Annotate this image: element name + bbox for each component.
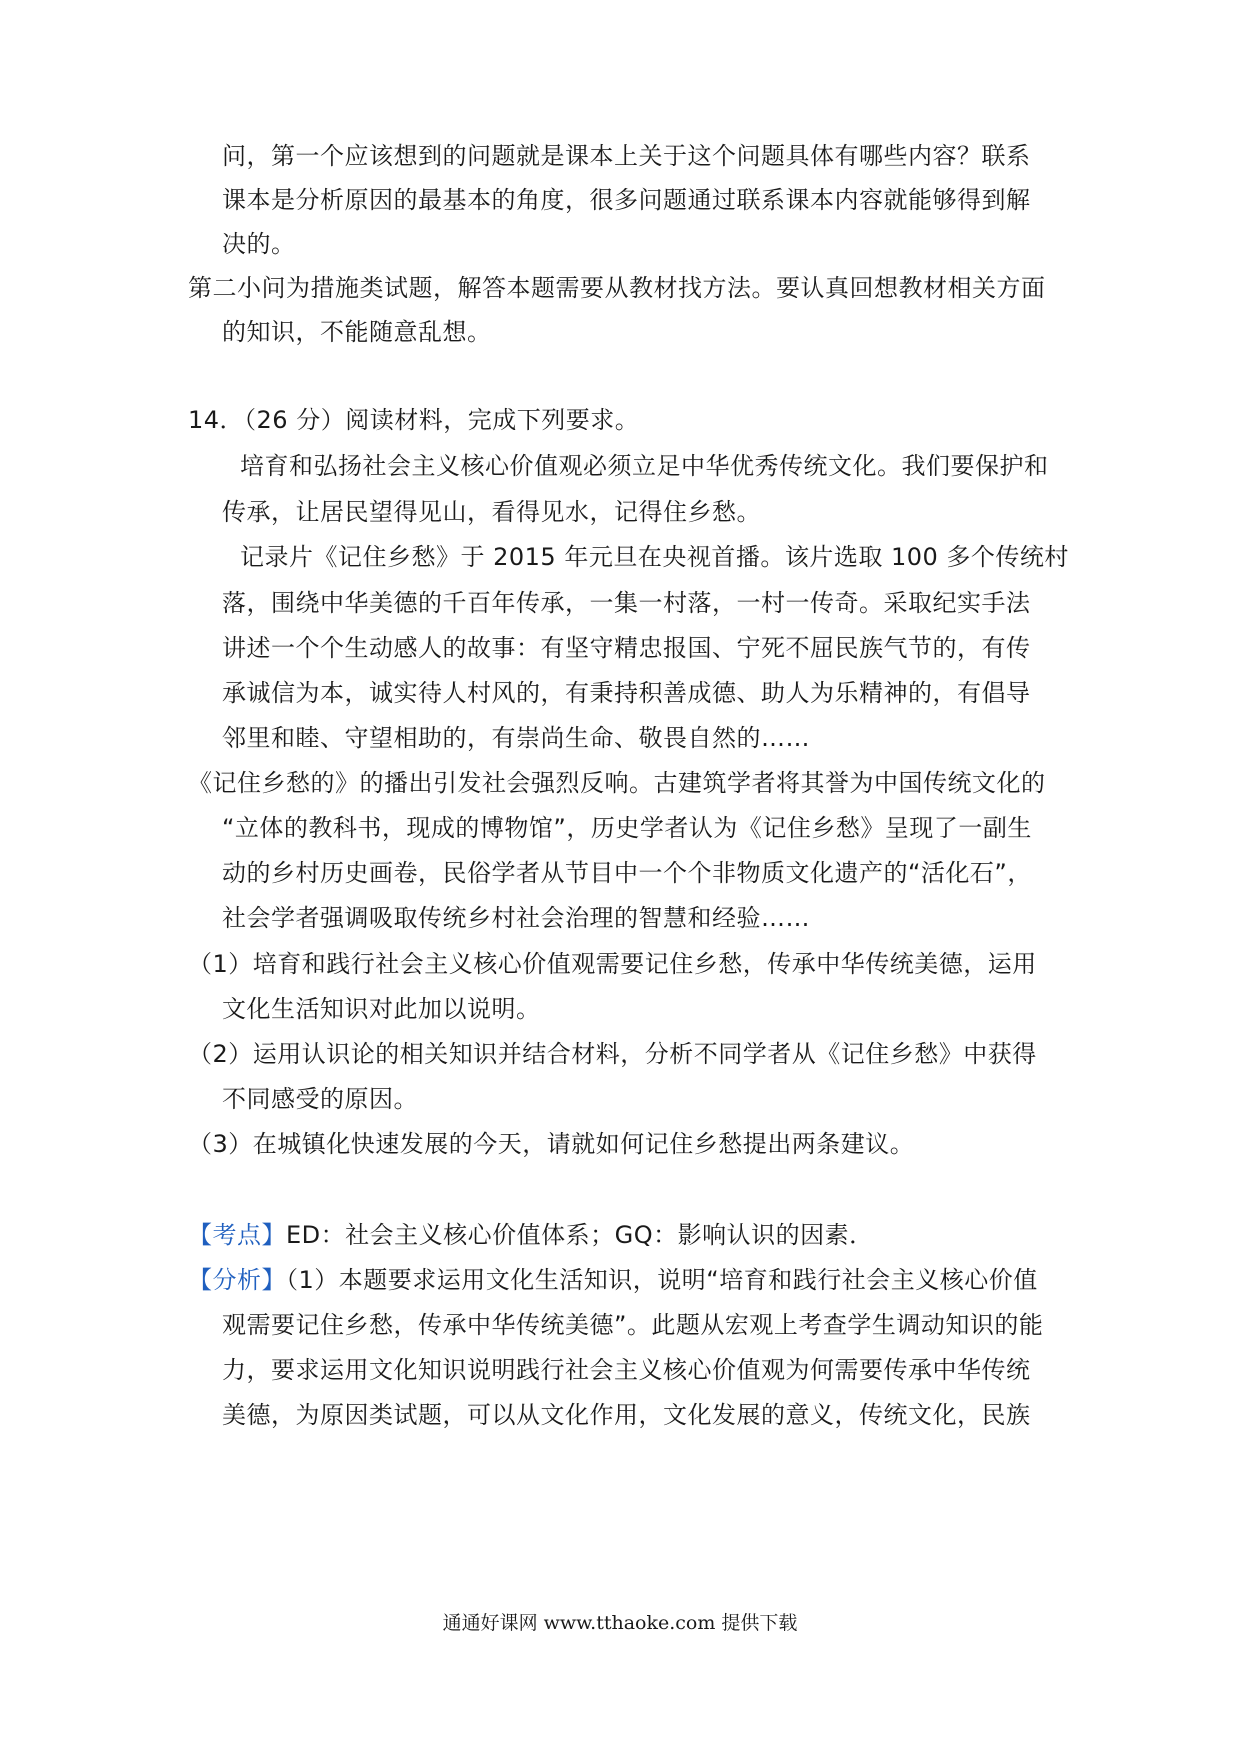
material-line-8: 《记住乡愁的》的播出引发社会强烈反响。古建筑学者将其誉为中国传统文化的 (188, 769, 1046, 797)
material-line-6: 承诚信为本，诚实待人村风的，有秉持积善成德、助人为乐精神的，有倡导 (222, 679, 1031, 707)
material-line-2: 传承，让居民望得见山，看得见水，记得住乡愁。 (222, 498, 761, 526)
fenxi-line-2: 观需要记住乡愁，传承中华传统美德”。此题从宏观上考查学生调动知识的能 (222, 1311, 1044, 1339)
kaodian-text: ED：社会主义核心价值体系；GQ：影响认识的因素． (286, 1221, 874, 1249)
material-line-1: 培育和弘扬社会主义核心价值观必须立足中华优秀传统文化。我们要保护和 (240, 452, 1049, 480)
continuation-line-2: 课本是分析原因的最基本的角度，很多问题通过联系课本内容就能够得到解 (222, 186, 1031, 214)
material-line-11: 社会学者强调吸取传统乡村社会治理的智慧和经验…… (222, 904, 810, 932)
kaodian-label: 【考点】 (188, 1221, 286, 1249)
continuation-line-3: 决的。 (222, 230, 296, 258)
page-footer: 通通好课网 www.tthaoke.com 提供下载 (442, 1612, 798, 1634)
material-line-5: 讲述一个个生动感人的故事：有坚守精忠报国、宁死不屈民族气节的，有传 (222, 634, 1031, 662)
continuation-line-4: 第二小问为措施类试题，解答本题需要从教材找方法。要认真回想教材相关方面 (188, 274, 1046, 302)
kaodian-line (188, 1219, 874, 1251)
subquestion-3: （3）在城镇化快速发展的今天，请就如何记住乡愁提出两条建议。 (188, 1130, 915, 1158)
subquestion-1-line-2: 文化生活知识对此加以说明。 (222, 995, 541, 1023)
fenxi-label: 【分析】 (188, 1266, 286, 1294)
material-line-7: 邻里和睦、守望相助的，有崇尚生命、敬畏自然的…… (222, 724, 810, 752)
subquestion-2-line-2: 不同感受的原因。 (222, 1085, 418, 1113)
question-header: 14．（26 分）阅读材料，完成下列要求。 (188, 406, 640, 434)
material-line-3: 记录片《记住乡愁》于 2015 年元旦在央视首播。该片选取 100 多个传统村 (240, 543, 1069, 571)
fenxi-line-1 (188, 1264, 1038, 1296)
fenxi-first-text: （1）本题要求运用文化生活知识，说明“培育和践行社会主义核心价值 (286, 1266, 1038, 1294)
continuation-line-1: 问，第一个应该想到的问题就是课本上关于这个问题具体有哪些内容？联系 (222, 142, 1031, 170)
material-line-4: 落，围绕中华美德的千百年传承，一集一村落，一村一传奇。采取纪实手法 (222, 589, 1031, 617)
fenxi-line-4: 美德，为原因类试题，可以从文化作用，文化发展的意义，传统文化，民族 (222, 1401, 1031, 1429)
material-line-9: “立体的教科书，现成的博物馆”，历史学者认为《记住乡愁》呈现了一副生 (222, 814, 1032, 842)
fenxi-line-3: 力，要求运用文化知识说明践行社会主义核心价值观为何需要传承中华传统 (222, 1356, 1031, 1384)
continuation-line-5: 的知识，不能随意乱想。 (222, 318, 492, 346)
material-line-10: 动的乡村历史画卷，民俗学者从节目中一个个非物质文化遗产的“活化石”， (222, 859, 1032, 887)
subquestion-2-line-1: （2）运用认识论的相关知识并结合材料，分析不同学者从《记住乡愁》中获得 (188, 1040, 1037, 1068)
subquestion-1-line-1: （1）培育和践行社会主义核心价值观需要记住乡愁，传承中华传统美德，运用 (188, 950, 1037, 978)
